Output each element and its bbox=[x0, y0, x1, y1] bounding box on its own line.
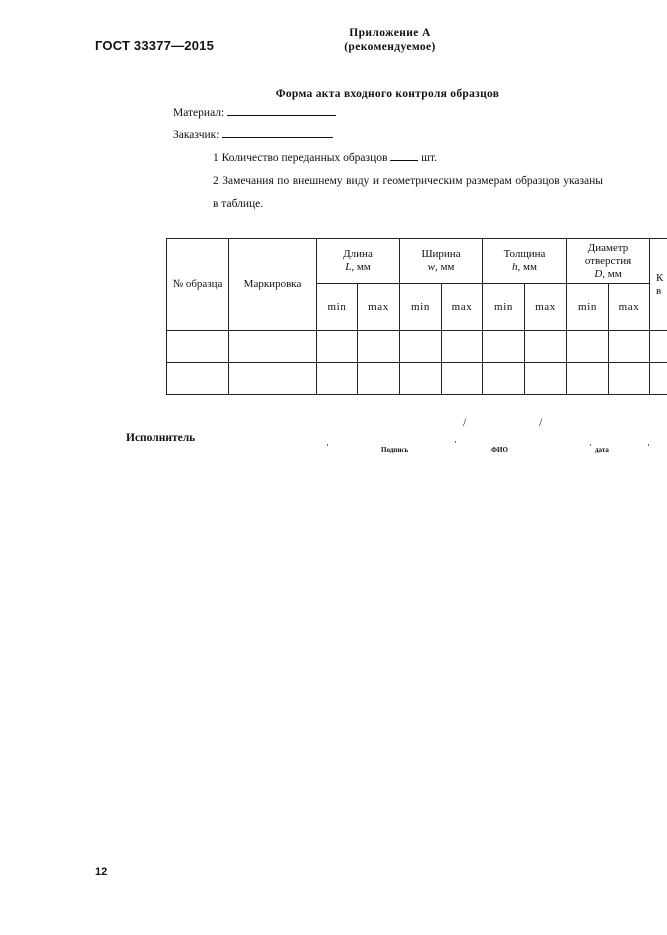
material-label: Материал: bbox=[173, 107, 225, 119]
signature-separator-2: / bbox=[539, 415, 543, 429]
length-symbol: L bbox=[345, 261, 352, 273]
header-length-label: Длина bbox=[343, 248, 373, 260]
table-row bbox=[167, 331, 667, 363]
table-cell[interactable] bbox=[358, 363, 400, 395]
header-hole-diameter bbox=[567, 239, 650, 284]
name-caption: ФИО bbox=[491, 446, 508, 454]
table-cell[interactable] bbox=[167, 331, 229, 363]
width-max: max bbox=[442, 284, 483, 331]
item-2: 2 Замечания по внешнему виду и геометрическим размерам образцов указаны в таблице. bbox=[213, 175, 603, 210]
length-min: min bbox=[317, 284, 358, 331]
material-field bbox=[173, 103, 336, 119]
material-blank bbox=[227, 103, 336, 116]
header-thickness-label: Толщина bbox=[503, 248, 546, 260]
width-min: min bbox=[400, 284, 442, 331]
table-cell[interactable] bbox=[650, 331, 667, 363]
page-number: 12 bbox=[95, 866, 108, 878]
appendix-title: Приложение А bbox=[349, 27, 431, 39]
table-cell[interactable] bbox=[442, 331, 483, 363]
item-1 bbox=[213, 148, 437, 164]
customer-blank bbox=[222, 125, 333, 138]
header-thickness-unit bbox=[483, 261, 566, 274]
thickness-symbol: h bbox=[512, 261, 518, 273]
header-length-unit bbox=[317, 261, 399, 274]
table-cell[interactable] bbox=[525, 331, 567, 363]
table-cell[interactable] bbox=[525, 363, 567, 395]
table-cell[interactable] bbox=[317, 363, 358, 395]
table-cell[interactable] bbox=[358, 331, 400, 363]
signature-caption: Подпись bbox=[381, 446, 409, 454]
width-symbol: w bbox=[427, 261, 435, 273]
hole-unit: , мм bbox=[602, 267, 622, 280]
header-extra-fragment-2: в bbox=[656, 284, 662, 297]
header-marking: Маркировка bbox=[229, 239, 317, 331]
table-cell[interactable] bbox=[400, 363, 442, 395]
standard-number: ГОСТ 33377—2015 bbox=[95, 38, 214, 53]
table-cell[interactable] bbox=[609, 331, 650, 363]
table-cell[interactable] bbox=[317, 331, 358, 363]
table-cell[interactable] bbox=[483, 363, 525, 395]
table-cell[interactable] bbox=[609, 363, 650, 395]
signature-tick bbox=[590, 444, 591, 446]
header-hole-label: Диаметр отверстия bbox=[584, 241, 632, 267]
hole-min: min bbox=[567, 284, 609, 331]
thickness-min: min bbox=[483, 284, 525, 331]
header-width bbox=[400, 239, 483, 284]
thickness-unit: , мм bbox=[517, 261, 537, 273]
header-length bbox=[317, 239, 400, 284]
table-cell[interactable] bbox=[567, 331, 609, 363]
table-cell[interactable] bbox=[483, 331, 525, 363]
header-sample-number: № образца bbox=[167, 239, 229, 331]
header-hole-unit bbox=[567, 268, 649, 281]
form-title: Форма акта входного контроля образцов bbox=[275, 88, 500, 100]
signature-tick bbox=[648, 444, 649, 446]
table-cell[interactable] bbox=[167, 363, 229, 395]
date-caption: дата bbox=[595, 446, 609, 454]
signature-separator-1: / bbox=[463, 415, 467, 429]
signature-tick bbox=[327, 444, 328, 446]
width-unit: , мм bbox=[434, 261, 455, 273]
header-thickness bbox=[483, 239, 567, 284]
length-max: max bbox=[358, 284, 400, 331]
performer-label: Исполнитель bbox=[126, 432, 196, 444]
appendix-status: (рекомендуемое) bbox=[344, 41, 436, 53]
hole-max: max bbox=[609, 284, 650, 331]
table-cell[interactable] bbox=[567, 363, 609, 395]
table-cell[interactable] bbox=[229, 363, 317, 395]
item-1-text: 1 Количество переданных образцов bbox=[213, 152, 388, 164]
table-cell[interactable] bbox=[229, 331, 317, 363]
item-1-unit: шт. bbox=[421, 152, 438, 164]
header-extra-clipped bbox=[650, 239, 667, 331]
signature-tick bbox=[455, 441, 456, 443]
thickness-max: max bbox=[525, 284, 567, 331]
inspection-table bbox=[166, 238, 667, 395]
appendix-heading bbox=[320, 26, 460, 54]
table-row bbox=[167, 363, 667, 395]
item-1-blank bbox=[390, 148, 418, 161]
header-extra-fragment-1: К bbox=[656, 271, 664, 284]
table-cell[interactable] bbox=[400, 331, 442, 363]
table-cell[interactable] bbox=[442, 363, 483, 395]
customer-field bbox=[173, 125, 333, 141]
table-cell[interactable] bbox=[650, 363, 667, 395]
hole-symbol: D bbox=[594, 267, 603, 280]
header-width-unit bbox=[400, 261, 482, 274]
length-unit: , мм bbox=[351, 261, 371, 273]
customer-label: Заказчик: bbox=[173, 129, 220, 141]
table-header-row bbox=[167, 239, 667, 284]
header-width-label: Ширина bbox=[421, 248, 461, 260]
